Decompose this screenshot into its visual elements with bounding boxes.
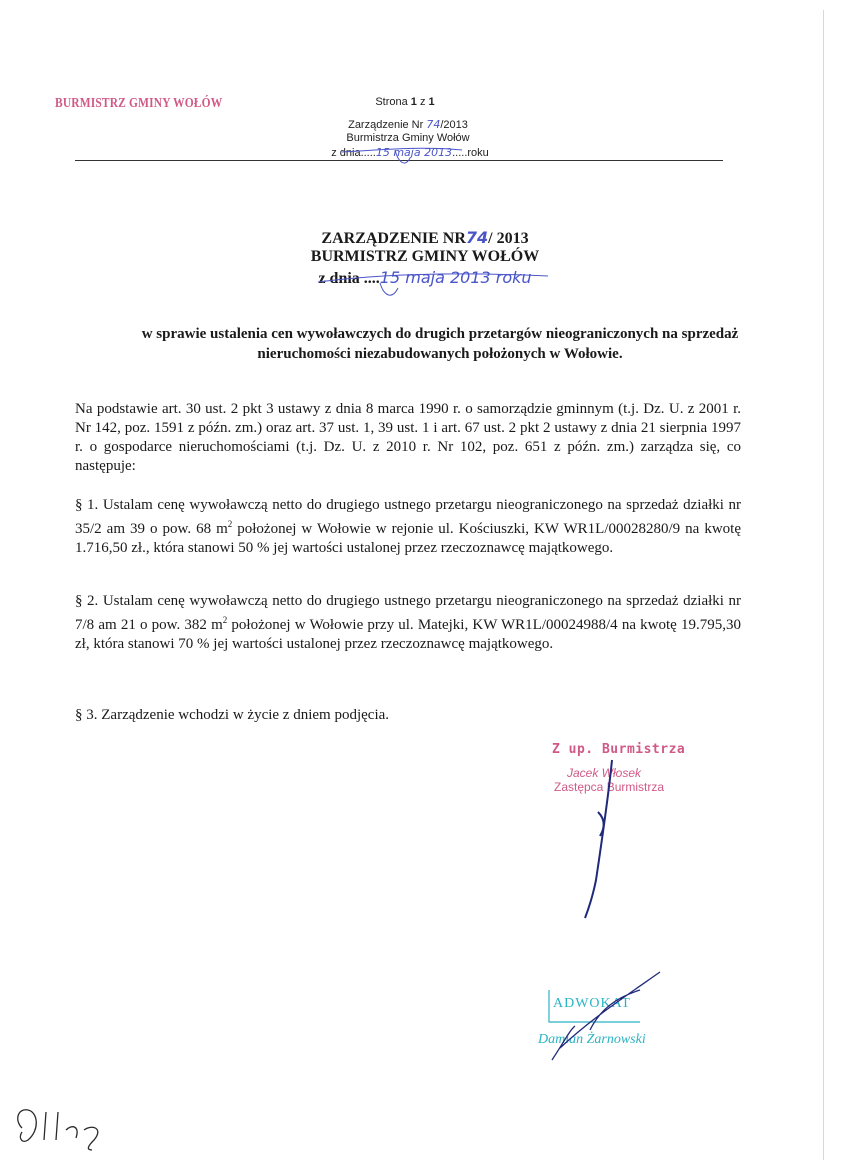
section-1-text-b: położonej w Wołowie w rejonie ul. Kościuszki, KW WR1L/00028280/9 na kwotę 1.716,50 zł., która stanowi 50 % jej wartości ustalonej przez rzeczoznawcę majątkowego. [75, 521, 741, 556]
section-2-text-a: § 2. Ustalam cenę wywoławczą netto do drugiego ustnego przetargu nieograniczonego na sprzedaż działki nr 7/8 am 21 o pow. 382 m [75, 593, 741, 633]
decree-issuer: BURMISTRZ GMINY WOŁÓW [310, 248, 540, 265]
header-date-prefix: z dnia [331, 147, 361, 159]
advocate-signature [552, 972, 660, 1060]
signature-name: Jacek Włosek [567, 766, 642, 780]
decree-date-value: 15 maja 2013 roku [379, 268, 532, 287]
section-1-text-a: § 1. Ustalam cenę wywoławczą netto do drugiego ustnego przetargu nieograniczonego na sprzedaż działki nr 35/2 am 39 o pow. 68 m [75, 497, 741, 537]
section-2-sup: 2 [222, 615, 228, 625]
header-decree-prefix: Zarządzenie Nr [348, 119, 424, 131]
advocate-stamp: ADWOKAT [553, 996, 631, 1011]
decree-title-suffix: / 2013 [488, 230, 529, 247]
section-3: § 3. Zarządzenie wchodzi w życie z dniem podjęcia. [75, 707, 390, 723]
header-issuer: Burmistrza Gminy Wołów [346, 132, 470, 144]
decree-title-number: 74 [465, 228, 489, 247]
decree-title-prefix: ZARZĄDZENIE NR [321, 230, 466, 247]
section-2-text-b: położonej w Wołowie przy ul. Matejki, KW WR1L/00024988/4 na kwotę 19.795,30 zł, która stanowi 70 % jej wartości ustalonej przez rzeczoznawcę majątkowego. [75, 617, 741, 652]
mayor-signature [585, 760, 612, 918]
advocate-name: Damian Żarnowski [538, 1032, 646, 1047]
page-total: 1 [428, 96, 435, 108]
header-date: z dnia.....15 maja 2013.....roku [331, 146, 489, 159]
decree-subject: w sprawie ustalenia cen wywoławczych do drugich przetargów nieograniczonych na sprzedaż nieruchomości niezabudowanych położonych w Wołowie. [141, 326, 739, 362]
decree-date: z dnia ....15 maja 2013 roku [318, 268, 532, 287]
header-decree-number: 74 [426, 118, 441, 131]
header-date-suffix: roku [467, 147, 489, 159]
initials-signature [18, 1110, 98, 1150]
decree-date-prefix: z dnia [318, 270, 360, 287]
legal-basis: Na podstawie art. 30 ust. 2 pkt 3 ustawy z dnia 8 marca 1990 r. o samorządzie gminnym (t.j. Dz. U. z 2001 r. Nr 142, poz. 1591 z późn. zm.) oraz art. 37 ust. 1, 39 ust. 1 i art. 67 ust. 2 pkt 2 ustawy z dnia 21 sierpnia 1997 r. o gospodarce nieruchomościami (t.j. Dz. U. z 2010 r. Nr 102, poz. 651 z późn. zm.) zarządza się, co następuje: [75, 401, 741, 474]
issuer-stamp: BURMISTRZ GMINY WOŁÓW [55, 96, 223, 111]
page-number: 1 [410, 96, 417, 108]
page-of: z [419, 96, 426, 108]
title-date-scribble [318, 274, 548, 295]
signature-zup: Z up. Burmistrza [552, 742, 686, 757]
header-date-scribble [342, 148, 462, 163]
signature-role: Zastępca Burmistrza [554, 780, 665, 794]
header-date-value: 15 maja 2013 [375, 146, 453, 159]
header-decree-suffix: /2013 [440, 119, 468, 131]
page-label: Strona [375, 96, 408, 108]
section-1-sup: 2 [227, 519, 233, 529]
